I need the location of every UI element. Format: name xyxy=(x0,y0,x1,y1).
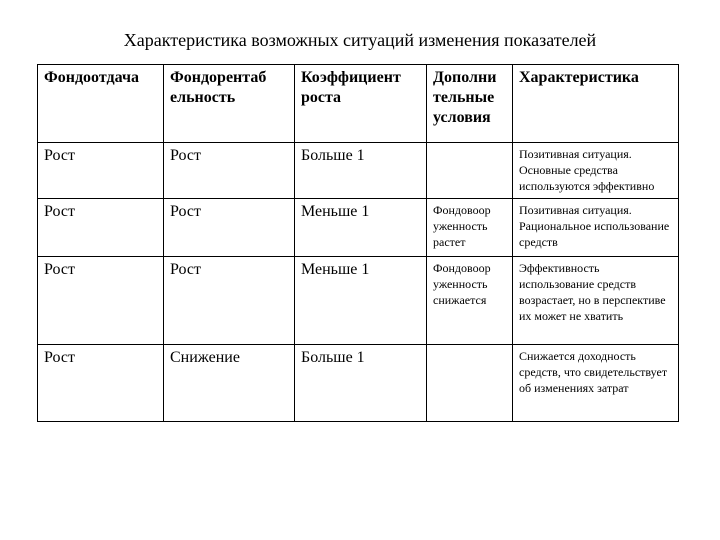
cell-fondorentabelnost: Рост xyxy=(164,199,295,257)
cell-usloviya: Фондовоор уженность снижается xyxy=(427,257,513,345)
cell-koefficient: Больше 1 xyxy=(295,143,427,199)
cell-harakteristika: Позитивная ситуация. Основные средства используются эффективно xyxy=(513,143,679,199)
table-row xyxy=(38,199,679,257)
cell-fondootdacha: Рост xyxy=(38,345,164,422)
table-row xyxy=(38,257,679,345)
cell-harakteristika: Эффективность использование средств возрастает, но в перспективе их может не хватить xyxy=(513,257,679,345)
cell-fondootdacha: Рост xyxy=(38,257,164,345)
table-row xyxy=(38,345,679,422)
header-harakteristika: Характеристика xyxy=(513,65,679,143)
cell-koefficient: Больше 1 xyxy=(295,345,427,422)
cell-usloviya: Фондовоор уженность растет xyxy=(427,199,513,257)
header-koefficient: Коэффициент роста xyxy=(295,65,427,143)
cell-harakteristika: Позитивная ситуация. Рациональное использование средств xyxy=(513,199,679,257)
header-usloviya: Дополни тельные условия xyxy=(427,65,513,143)
cell-fondorentabelnost: Рост xyxy=(164,143,295,199)
table-header-row xyxy=(38,65,679,143)
cell-koefficient: Меньше 1 xyxy=(295,199,427,257)
cell-fondootdacha: Рост xyxy=(38,143,164,199)
cell-fondorentabelnost: Рост xyxy=(164,257,295,345)
indicator-table xyxy=(37,64,679,422)
cell-fondorentabelnost: Снижение xyxy=(164,345,295,422)
cell-harakteristika: Снижается доходность средств, что свидетельствует об изменениях затрат xyxy=(513,345,679,422)
cell-usloviya xyxy=(427,143,513,199)
header-fondootdacha: Фондоотдача xyxy=(38,65,164,143)
cell-usloviya xyxy=(427,345,513,422)
table-row xyxy=(38,143,679,199)
cell-koefficient: Меньше 1 xyxy=(295,257,427,345)
header-fondorentabelnost: Фондорентаб ельность xyxy=(164,65,295,143)
cell-fondootdacha: Рост xyxy=(38,199,164,257)
page-title: Характеристика возможных ситуаций изменения показателей xyxy=(123,30,597,50)
